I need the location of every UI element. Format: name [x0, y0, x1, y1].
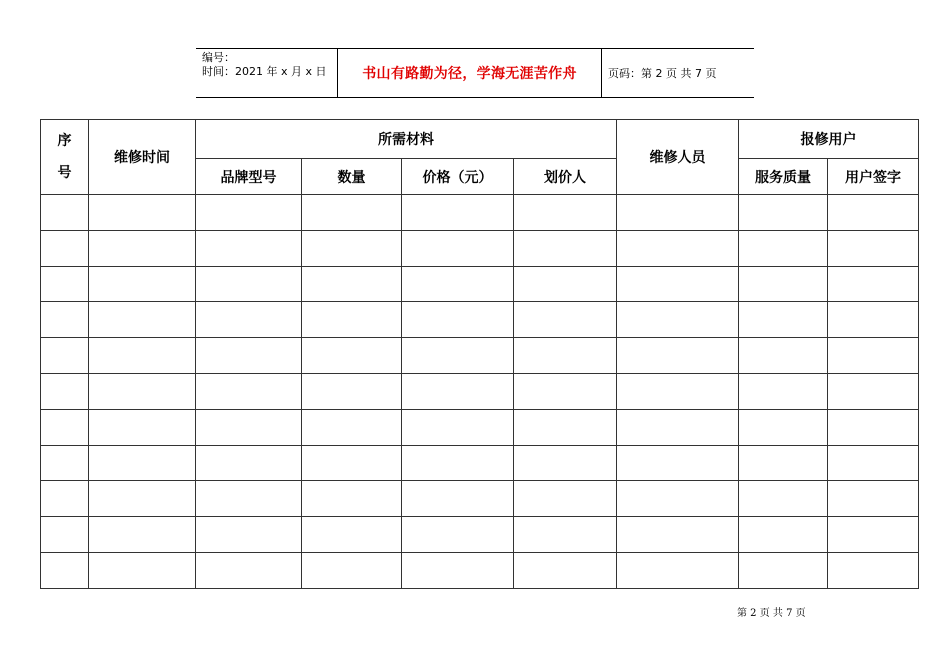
- table-cell: [196, 195, 302, 231]
- table-cell: [196, 373, 302, 409]
- table-cell: [196, 266, 302, 302]
- table-cell: [402, 266, 514, 302]
- table-cell: [41, 302, 89, 338]
- table-cell: [617, 230, 739, 266]
- table-cell: [739, 481, 828, 517]
- table-cell: [196, 481, 302, 517]
- col-user-signature: 用户签字: [828, 159, 919, 195]
- table-cell: [617, 338, 739, 374]
- col-seq-top: 序: [57, 133, 72, 149]
- table-cell: [617, 266, 739, 302]
- table-cell: [828, 195, 919, 231]
- table-row: [41, 195, 919, 231]
- table-cell: [514, 302, 617, 338]
- col-pricer: 划价人: [514, 159, 617, 195]
- table-cell: [828, 517, 919, 553]
- table-cell: [302, 195, 402, 231]
- table-cell: [196, 552, 302, 588]
- table-cell: [739, 230, 828, 266]
- table-cell: [89, 409, 196, 445]
- page-code: 页码：第 2 页 共 7 页: [608, 67, 717, 80]
- table-cell: [196, 302, 302, 338]
- table-cell: [41, 517, 89, 553]
- col-price: 价格（元）: [402, 159, 514, 195]
- table-cell: [402, 338, 514, 374]
- document-header: [196, 48, 754, 98]
- header-meta: [196, 49, 338, 97]
- table-cell: [402, 481, 514, 517]
- table-cell: [302, 552, 402, 588]
- table-cell: [402, 230, 514, 266]
- table-row: [41, 338, 919, 374]
- group-report-user: 报修用户: [739, 120, 919, 159]
- table-cell: [617, 517, 739, 553]
- table-cell: [739, 517, 828, 553]
- table-cell: [89, 552, 196, 588]
- table-cell: [828, 552, 919, 588]
- table-row: [41, 481, 919, 517]
- table-cell: [89, 481, 196, 517]
- table-cell: [302, 409, 402, 445]
- repair-record-table: [40, 119, 919, 589]
- table-cell: [739, 266, 828, 302]
- col-quantity: 数量: [302, 159, 402, 195]
- table-cell: [828, 266, 919, 302]
- table-cell: [617, 552, 739, 588]
- table-cell: [41, 338, 89, 374]
- table-cell: [402, 445, 514, 481]
- table-row: [41, 302, 919, 338]
- table-cell: [302, 338, 402, 374]
- table-cell: [514, 552, 617, 588]
- table-cell: [828, 409, 919, 445]
- table-cell: [402, 195, 514, 231]
- table-cell: [89, 230, 196, 266]
- group-materials: 所需材料: [196, 120, 617, 159]
- col-seq-bottom: 号: [57, 165, 72, 181]
- table-cell: [828, 445, 919, 481]
- table-cell: [617, 195, 739, 231]
- table-cell: [402, 409, 514, 445]
- table-cell: [302, 230, 402, 266]
- table-cell: [828, 230, 919, 266]
- table-cell: [196, 230, 302, 266]
- table-cell: [41, 552, 89, 588]
- table-cell: [196, 338, 302, 374]
- table-row: [41, 266, 919, 302]
- table-cell: [89, 302, 196, 338]
- table-row: [41, 373, 919, 409]
- table-cell: [739, 302, 828, 338]
- col-brand-model: 品牌型号: [196, 159, 302, 195]
- table-cell: [514, 517, 617, 553]
- table-cell: [514, 409, 617, 445]
- table-cell: [514, 445, 617, 481]
- table-cell: [89, 445, 196, 481]
- table-cell: [302, 266, 402, 302]
- table-cell: [617, 409, 739, 445]
- table-cell: [302, 373, 402, 409]
- table-cell: [89, 195, 196, 231]
- table-row: [41, 409, 919, 445]
- col-service-quality: 服务质量: [739, 159, 828, 195]
- table-cell: [41, 195, 89, 231]
- table-row: [41, 517, 919, 553]
- table-cell: [402, 373, 514, 409]
- table-cell: [514, 481, 617, 517]
- table-cell: [514, 373, 617, 409]
- motto-text: 书山有路勤为径，学海无涯苦作舟: [338, 49, 602, 97]
- table-cell: [617, 481, 739, 517]
- table-cell: [402, 302, 514, 338]
- table-cell: [302, 517, 402, 553]
- table-cell: [196, 517, 302, 553]
- table-cell: [617, 445, 739, 481]
- number-label: 编号：: [202, 51, 235, 64]
- table-cell: [41, 373, 89, 409]
- col-repair-time: 维修时间: [89, 120, 196, 195]
- table-row: [41, 445, 919, 481]
- table-cell: [514, 266, 617, 302]
- time-label: 时间：2021 年 x 月 x 日: [202, 65, 327, 78]
- table-cell: [514, 195, 617, 231]
- col-repair-staff: 维修人员: [617, 120, 739, 195]
- table-cell: [196, 409, 302, 445]
- table-cell: [41, 266, 89, 302]
- table-cell: [89, 338, 196, 374]
- table-cell: [89, 517, 196, 553]
- table-cell: [739, 373, 828, 409]
- table-cell: [89, 266, 196, 302]
- page-footer: 第 2 页 共 7 页: [737, 608, 806, 619]
- col-seq: [41, 120, 89, 195]
- table-cell: [739, 445, 828, 481]
- table-cell: [302, 302, 402, 338]
- table-cell: [89, 373, 196, 409]
- table-cell: [41, 409, 89, 445]
- table-cell: [41, 230, 89, 266]
- table-cell: [828, 373, 919, 409]
- table-cell: [739, 409, 828, 445]
- table-cell: [739, 195, 828, 231]
- table-cell: [828, 338, 919, 374]
- table-cell: [402, 552, 514, 588]
- table-cell: [739, 552, 828, 588]
- header-row-1: [41, 120, 919, 159]
- table-cell: [41, 445, 89, 481]
- table-cell: [302, 445, 402, 481]
- table-cell: [828, 481, 919, 517]
- table-cell: [41, 481, 89, 517]
- table-cell: [302, 481, 402, 517]
- table-cell: [617, 302, 739, 338]
- table-cell: [196, 445, 302, 481]
- table-body: [41, 195, 919, 589]
- table-cell: [739, 338, 828, 374]
- table-cell: [402, 517, 514, 553]
- table-row: [41, 552, 919, 588]
- table-cell: [828, 302, 919, 338]
- table-cell: [514, 338, 617, 374]
- table-cell: [617, 373, 739, 409]
- table-row: [41, 230, 919, 266]
- table-cell: [514, 230, 617, 266]
